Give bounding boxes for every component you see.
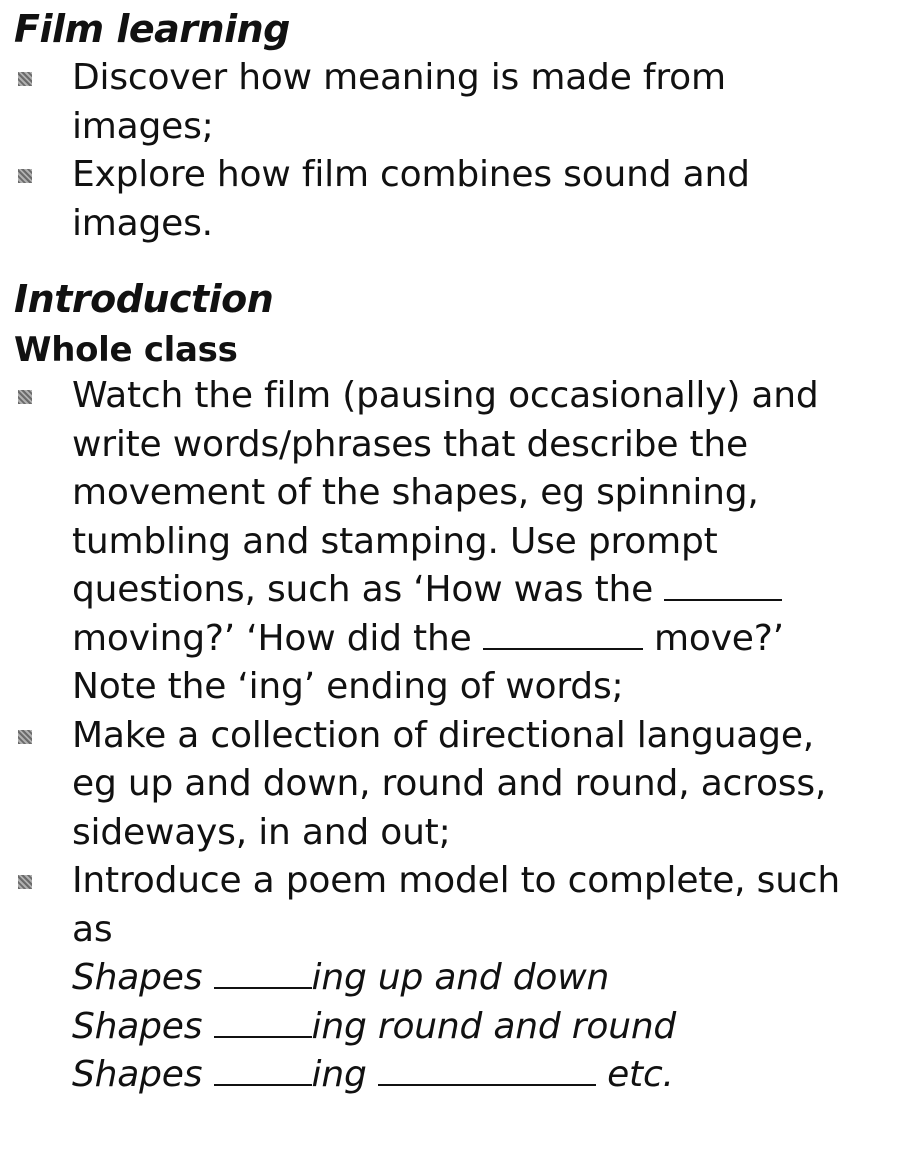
list-item — [14, 372, 894, 712]
item-text: ing round and round — [311, 1005, 677, 1047]
square-bullet-icon — [18, 169, 32, 183]
film-learning-heading: Film learning — [14, 7, 290, 51]
prompt-line — [72, 615, 894, 664]
list-item — [14, 857, 894, 1100]
square-bullet-icon — [18, 730, 32, 744]
fill-in-blank — [214, 1054, 312, 1086]
item-text: movement of the shapes, eg spinning, — [72, 472, 759, 513]
item-text: moving?’ ‘How did the — [72, 617, 483, 659]
fill-in-blank — [664, 569, 782, 601]
poem-line — [72, 954, 894, 1003]
page — [14, 6, 894, 1100]
introduction-heading: Introduction — [14, 277, 274, 321]
fill-in-blank — [214, 957, 312, 989]
square-bullet-icon — [18, 390, 32, 404]
item-text: Explore how film combines sound and — [72, 154, 750, 195]
item-text: Make a collection of directional language, — [72, 714, 815, 756]
fill-in-blank — [214, 1006, 312, 1038]
item-text: ing up and down — [311, 957, 610, 998]
item-text: Introduce a poem model to complete, such — [72, 860, 841, 901]
list-item — [14, 712, 894, 858]
item-text: Shapes — [72, 1054, 214, 1095]
item-text: move?’ — [642, 617, 784, 659]
item-text: images; — [72, 105, 214, 147]
fill-in-blank — [483, 618, 643, 650]
whole-class-subheading: Whole class — [14, 330, 238, 370]
fill-in-blank — [378, 1054, 596, 1086]
item-text: Discover how meaning is made from — [72, 57, 726, 98]
square-bullet-icon — [18, 72, 32, 86]
item-text: Shapes — [72, 957, 214, 998]
poem-line — [72, 1003, 894, 1052]
item-text: questions, such as ‘How was the — [72, 569, 665, 610]
item-text: write words/phrases that describe the — [72, 423, 748, 465]
item-text: sideways, in and out; — [72, 811, 451, 853]
introduction-list — [14, 372, 894, 1100]
item-text: ing — [311, 1054, 378, 1095]
item-text: Shapes — [72, 1005, 214, 1047]
prompt-line — [72, 566, 894, 615]
item-text: images. — [72, 202, 213, 244]
poem-line — [72, 1051, 894, 1100]
list-item — [14, 54, 894, 151]
list-item — [14, 151, 894, 248]
item-text: tumbling and stamping. Use prompt — [72, 520, 718, 562]
item-text: etc. — [595, 1054, 674, 1095]
square-bullet-icon — [18, 875, 32, 889]
item-text: eg up and down, round and round, across, — [72, 763, 827, 804]
film-learning-list — [14, 54, 894, 248]
item-text: Watch the film (pausing occasionally) and — [72, 375, 819, 416]
item-text: Note the ‘ing’ ending of words; — [72, 666, 624, 707]
item-text: as — [72, 908, 113, 950]
